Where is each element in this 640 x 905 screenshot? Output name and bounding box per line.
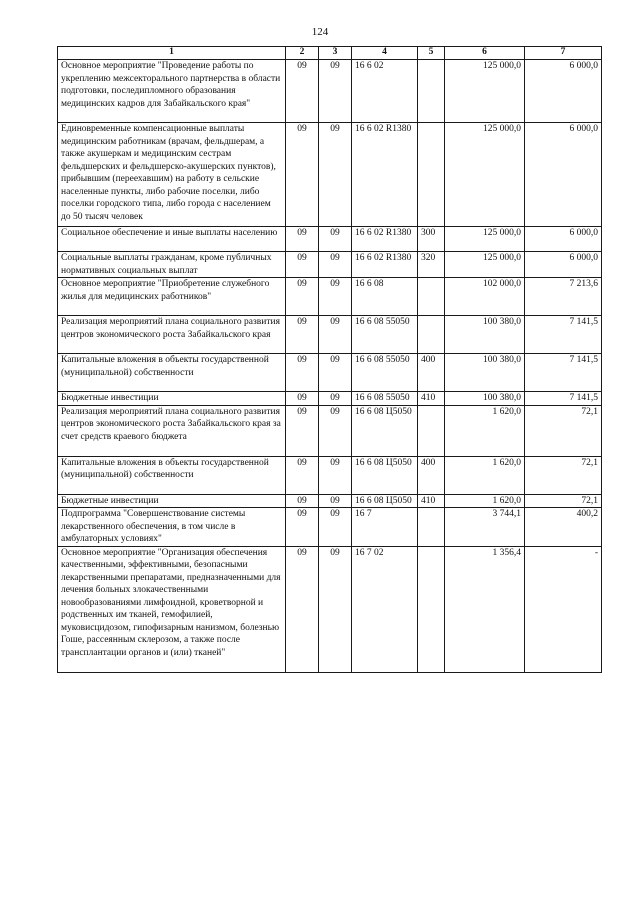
cell-target-code: 16 6 02 R1380: [352, 227, 418, 252]
table-row: [58, 123, 602, 227]
cell-section: 09: [286, 316, 319, 354]
row-name: Подпрограмма "Совершенствование системы лекарственного обеспечения, в том числе в амбулаторных условиях": [58, 508, 286, 547]
column-header: 3: [319, 47, 352, 60]
cell-subsection: 09: [319, 227, 352, 252]
cell-subsection: 09: [319, 494, 352, 508]
row-name: Капитальные вложения в объекты государственной (муниципальной) собственности: [58, 354, 286, 392]
column-header: 1: [58, 47, 286, 60]
cell-section: 09: [286, 60, 319, 123]
cell-amount-7: -: [525, 546, 602, 672]
cell-expense-type: [418, 316, 445, 354]
column-header: 2: [286, 47, 319, 60]
cell-expense-type: [418, 405, 445, 456]
table-row: [58, 405, 602, 456]
cell-section: 09: [286, 456, 319, 494]
cell-target-code: 16 6 08 Ц5050: [352, 456, 418, 494]
cell-amount-7: 6 000,0: [525, 227, 602, 252]
cell-section: 09: [286, 494, 319, 508]
cell-expense-type: [418, 60, 445, 123]
cell-amount-7: 400,2: [525, 508, 602, 547]
cell-amount-7: 7 141,5: [525, 316, 602, 354]
cell-amount-6: 3 744,1: [445, 508, 525, 547]
cell-target-code: 16 6 02 R1380: [352, 123, 418, 227]
cell-expense-type: 320: [418, 252, 445, 278]
cell-target-code: 16 6 08: [352, 278, 418, 316]
cell-subsection: 09: [319, 316, 352, 354]
table-row: [58, 316, 602, 354]
row-name: Основное мероприятие "Организация обеспечения качественными, эффективными, безопасными лекарственными препаратами, предназначенными для лечения больных злокачественными новообразованиями лимфоидной, кроветворной и родственных им тканей, гемофилией, муковисцидозом, гипофизарным нанизмом, болезнью Гоше, рассеянным склерозом, а также после трансплантации органов и (или) тканей": [58, 546, 286, 672]
cell-subsection: 09: [319, 405, 352, 456]
cell-expense-type: 300: [418, 227, 445, 252]
cell-amount-7: 7 213,6: [525, 278, 602, 316]
cell-target-code: 16 6 08 Ц5050: [352, 405, 418, 456]
table-row: [58, 456, 602, 494]
cell-target-code: 16 6 08 55050: [352, 354, 418, 392]
cell-expense-type: [418, 546, 445, 672]
row-name: Бюджетные инвестиции: [58, 494, 286, 508]
cell-subsection: 09: [319, 508, 352, 547]
cell-amount-6: 100 380,0: [445, 354, 525, 392]
cell-target-code: 16 6 08 55050: [352, 392, 418, 406]
cell-amount-6: 1 620,0: [445, 456, 525, 494]
cell-target-code: 16 6 08 55050: [352, 316, 418, 354]
row-name: Бюджетные инвестиции: [58, 392, 286, 406]
table-row: [58, 278, 602, 316]
cell-amount-6: 100 380,0: [445, 316, 525, 354]
cell-target-code: 16 6 02: [352, 60, 418, 123]
cell-subsection: 09: [319, 252, 352, 278]
row-name: Основное мероприятие "Приобретение служебного жилья для медицинских работников": [58, 278, 286, 316]
row-name: Основное мероприятие "Проведение работы по укреплению межсекторального партнерства в области подготовки, последипломного образования медицинских кадров для Забайкальского края": [58, 60, 286, 123]
cell-section: 09: [286, 392, 319, 406]
row-name: Реализация мероприятий плана социального развития центров экономического роста Забайкальского края: [58, 316, 286, 354]
table-row: [58, 494, 602, 508]
table-row: [58, 227, 602, 252]
cell-subsection: 09: [319, 278, 352, 316]
table-row: [58, 546, 602, 672]
table-row: [58, 508, 602, 547]
cell-target-code: 16 7 02: [352, 546, 418, 672]
cell-amount-7: 72,1: [525, 494, 602, 508]
cell-amount-7: 7 141,5: [525, 354, 602, 392]
cell-expense-type: [418, 508, 445, 547]
cell-amount-6: 125 000,0: [445, 60, 525, 123]
cell-amount-7: 6 000,0: [525, 123, 602, 227]
cell-subsection: 09: [319, 456, 352, 494]
cell-amount-6: 1 620,0: [445, 405, 525, 456]
cell-expense-type: [418, 123, 445, 227]
table-row: [58, 354, 602, 392]
cell-section: 09: [286, 252, 319, 278]
header-row: [58, 47, 602, 60]
cell-amount-6: 1 620,0: [445, 494, 525, 508]
cell-amount-6: 100 380,0: [445, 392, 525, 406]
budget-table: [57, 46, 602, 673]
cell-amount-6: 125 000,0: [445, 227, 525, 252]
column-header: 5: [418, 47, 445, 60]
cell-section: 09: [286, 508, 319, 547]
cell-amount-6: 125 000,0: [445, 123, 525, 227]
cell-expense-type: 400: [418, 354, 445, 392]
cell-section: 09: [286, 546, 319, 672]
cell-amount-7: 72,1: [525, 405, 602, 456]
cell-target-code: 16 6 02 R1380: [352, 252, 418, 278]
row-name: Единовременные компенсационные выплаты медицинским работникам (врачам, фельдшерам, а также акушеркам и медицинским сестрам фельдшерских и фельдшерско-акушерских пунктов), прибывшим (переехавшим) на работу в сельские населенные пункты, либо рабочие поселки, либо поселки городского типа, либо города с населением до 50 тысяч человек: [58, 123, 286, 227]
cell-subsection: 09: [319, 354, 352, 392]
table-row: [58, 392, 602, 406]
row-name: Социальное обеспечение и иные выплаты населению: [58, 227, 286, 252]
column-header: 7: [525, 47, 602, 60]
cell-section: 09: [286, 227, 319, 252]
cell-expense-type: 410: [418, 392, 445, 406]
cell-amount-6: 1 356,4: [445, 546, 525, 672]
row-name: Социальные выплаты гражданам, кроме публичных нормативных социальных выплат: [58, 252, 286, 278]
row-name: Капитальные вложения в объекты государственной (муниципальной) собственности: [58, 456, 286, 494]
cell-subsection: 09: [319, 546, 352, 672]
cell-amount-6: 102 000,0: [445, 278, 525, 316]
cell-amount-7: 7 141,5: [525, 392, 602, 406]
cell-subsection: 09: [319, 392, 352, 406]
row-name: Реализация мероприятий плана социального развития центров экономического роста Забайкальского края за счет средств краевого бюджета: [58, 405, 286, 456]
table-row: [58, 60, 602, 123]
cell-section: 09: [286, 405, 319, 456]
cell-expense-type: 410: [418, 494, 445, 508]
cell-amount-7: 6 000,0: [525, 252, 602, 278]
cell-target-code: 16 6 08 Ц5050: [352, 494, 418, 508]
cell-expense-type: [418, 278, 445, 316]
cell-target-code: 16 7: [352, 508, 418, 547]
cell-subsection: 09: [319, 60, 352, 123]
column-header: 4: [352, 47, 418, 60]
cell-expense-type: 400: [418, 456, 445, 494]
cell-amount-7: 6 000,0: [525, 60, 602, 123]
table-row: [58, 252, 602, 278]
cell-subsection: 09: [319, 123, 352, 227]
cell-section: 09: [286, 354, 319, 392]
cell-amount-7: 72,1: [525, 456, 602, 494]
cell-amount-6: 125 000,0: [445, 252, 525, 278]
cell-section: 09: [286, 278, 319, 316]
page-number: 124: [311, 26, 329, 38]
cell-section: 09: [286, 123, 319, 227]
column-header: 6: [445, 47, 525, 60]
